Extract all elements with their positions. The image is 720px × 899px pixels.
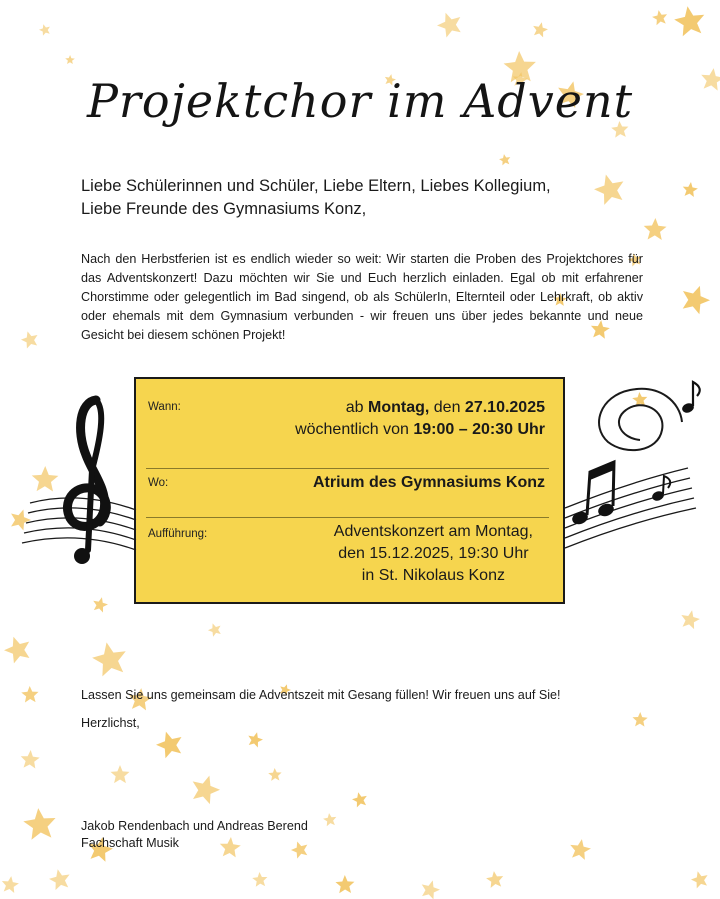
when-time: 19:00 – 20:30 Uhr bbox=[413, 421, 545, 438]
star-icon bbox=[22, 806, 57, 840]
star-icon bbox=[153, 728, 186, 760]
star-icon bbox=[111, 765, 130, 783]
star-icon bbox=[246, 730, 264, 748]
star-icon bbox=[32, 466, 59, 492]
star-icon bbox=[65, 55, 75, 64]
star-icon bbox=[20, 749, 40, 768]
star-icon bbox=[632, 391, 648, 407]
when-day: Montag, bbox=[368, 399, 430, 416]
star-icon bbox=[498, 153, 511, 166]
star-icon bbox=[672, 4, 707, 37]
star-icon bbox=[643, 218, 667, 240]
info-box bbox=[134, 377, 565, 604]
star-icon bbox=[419, 878, 442, 899]
star-icon bbox=[206, 621, 223, 638]
divider-2 bbox=[146, 517, 549, 518]
star-icon bbox=[322, 812, 337, 826]
star-icon bbox=[19, 329, 40, 349]
greeting bbox=[81, 175, 641, 221]
page-title: Projektchor im Advent bbox=[86, 74, 634, 128]
star-icon bbox=[682, 181, 699, 197]
where-label: Wo: bbox=[148, 477, 169, 489]
regards: Herzlichst, bbox=[81, 716, 140, 730]
signature-department: Fachschaft Musik bbox=[81, 836, 179, 850]
when-line2-prefix: wöchentlich von bbox=[295, 421, 414, 438]
star-icon bbox=[252, 871, 268, 887]
greeting-line-2: Liebe Freunde des Gymnasiums Konz, bbox=[81, 200, 367, 218]
star-icon bbox=[485, 870, 504, 888]
star-icon bbox=[91, 595, 109, 613]
when-value bbox=[295, 397, 545, 441]
where-text: Atrium des Gymnasiums Konz bbox=[312, 474, 545, 491]
when-date: 27.10.2025 bbox=[464, 399, 545, 416]
star-icon bbox=[0, 875, 19, 894]
star-icon bbox=[678, 281, 714, 316]
star-icon bbox=[689, 869, 710, 889]
star-icon bbox=[188, 771, 223, 805]
star-icon bbox=[679, 608, 701, 630]
performance-line-3: in St. Nikolaus Konz bbox=[361, 567, 505, 584]
star-icon bbox=[335, 875, 354, 893]
star-icon bbox=[268, 768, 282, 781]
star-icon bbox=[90, 639, 130, 678]
performance-value bbox=[334, 521, 533, 587]
star-icon bbox=[21, 686, 39, 703]
signature bbox=[81, 818, 308, 852]
intro-paragraph: Nach den Herbstferien ist es endlich wieder so weit: Wir starten die Proben des Projektchores für das Adventskonzert! Dazu möchten wir Sie und Euch herzlich einladen. Egal ob mit erfahrener Chorstimme oder gelegentlich im Bad singend, ob als SchülerIn, Elternteil oder Lehrkraft, ob aktiv oder ehemals mit dem Gymnasium verbunden - wir freuen uns über jedes bekannte und neue Gesicht bei diesem schönen Projekt! bbox=[81, 252, 643, 342]
star-icon bbox=[632, 712, 648, 727]
when-mid: den bbox=[429, 399, 465, 416]
performance-line-1: Adventskonzert am Montag, bbox=[333, 523, 533, 540]
star-icon bbox=[1, 632, 34, 665]
star-icon bbox=[651, 9, 668, 26]
star-icon bbox=[434, 9, 465, 40]
divider-1 bbox=[146, 468, 549, 469]
star-icon bbox=[351, 790, 369, 808]
performance-label: Aufführung: bbox=[148, 528, 208, 540]
when-line-2 bbox=[295, 419, 545, 441]
greeting-line-1: Liebe Schülerinnen und Schüler, Liebe Eltern, Liebes Kollegium, bbox=[81, 177, 551, 195]
star-icon bbox=[568, 837, 592, 860]
star-icon bbox=[7, 506, 33, 531]
star-icon bbox=[38, 23, 52, 37]
signature-names: Jakob Rendenbach und Andreas Berend bbox=[81, 819, 308, 833]
star-icon bbox=[47, 867, 72, 891]
performance-line-2: den 15.12.2025, 19:30 Uhr bbox=[338, 545, 529, 562]
star-icon bbox=[531, 20, 549, 38]
when-label: Wann: bbox=[148, 401, 181, 413]
closing-sentence: Lassen Sie uns gemeinsam die Adventszeit mit Gesang füllen! Wir freuen uns auf Sie! bbox=[81, 688, 561, 702]
when-line-1 bbox=[295, 397, 545, 419]
when-prefix: ab bbox=[345, 399, 368, 416]
where-value bbox=[313, 472, 545, 494]
